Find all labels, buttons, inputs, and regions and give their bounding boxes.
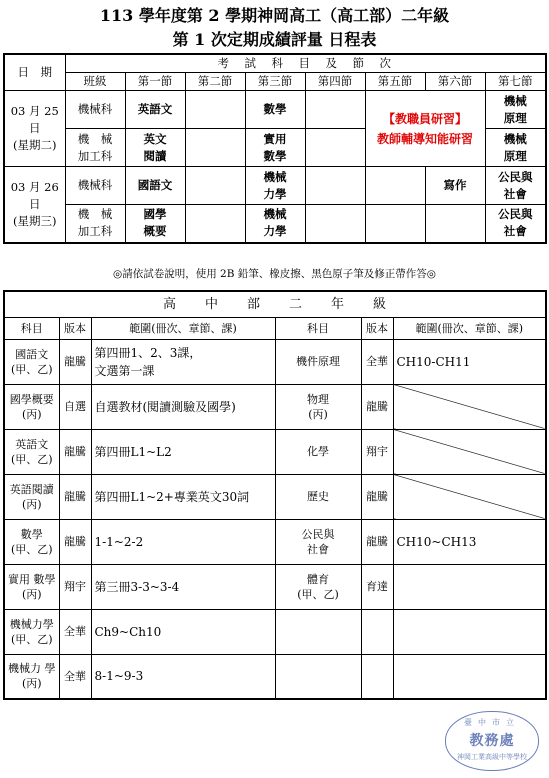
edition-cell: 龍騰 xyxy=(59,519,91,564)
day2-date: 03 月 26 日 xyxy=(10,179,59,211)
table-row xyxy=(4,339,546,384)
exam-range-table xyxy=(3,290,547,700)
subject-header: 科目 xyxy=(275,317,361,339)
scope-cell: CH10~CH13 xyxy=(393,519,546,564)
scope-cell: 自選教材(閱讀測驗及國學) xyxy=(91,384,275,429)
period-header: 第七節 xyxy=(485,73,546,91)
subject-cell: 實用 數學 (丙) xyxy=(4,564,59,609)
table-row xyxy=(4,519,546,564)
day2-weekday: (星期三) xyxy=(13,213,57,228)
exam-schedule-table xyxy=(3,53,547,244)
scope-cell xyxy=(393,429,546,474)
class-header: 班級 xyxy=(65,73,125,91)
period-header: 第六節 xyxy=(425,73,485,91)
subject-header: 科目 xyxy=(4,317,59,339)
edition-cell xyxy=(361,654,393,699)
edition-cell: 翔宇 xyxy=(59,564,91,609)
subject-cell xyxy=(275,609,361,654)
scope-cell xyxy=(393,609,546,654)
training-note-cell xyxy=(365,91,485,167)
edition-cell: 龍騰 xyxy=(361,474,393,519)
scope-cell: Ch9~Ch10 xyxy=(91,609,275,654)
page-subtitle: 第 1 次定期成績評量 日程表 xyxy=(172,30,377,49)
exam-subject: 國學 概要 xyxy=(125,205,185,243)
period-header: 第一節 xyxy=(125,73,185,91)
day2-date-cell xyxy=(4,167,65,243)
subject-cell: 英語文 (甲、乙) xyxy=(4,429,59,474)
subject-cell: 體育 (甲、乙) xyxy=(275,564,361,609)
table-row xyxy=(4,654,546,699)
table-row xyxy=(4,474,546,519)
period-header: 第三節 xyxy=(245,73,305,91)
section-header: 考 試 科 目 及 節 次 xyxy=(65,54,546,73)
exam-subject: 機械 原理 xyxy=(485,91,546,129)
staff-training-note: 【教職員研習】 xyxy=(382,111,467,126)
scope-cell: 1-1~2-2 xyxy=(91,519,275,564)
edition-cell: 龍騰 xyxy=(59,474,91,519)
subject-cell: 物理 (丙) xyxy=(275,384,361,429)
class-name: 機械科 xyxy=(65,167,125,205)
class-name: 機 械 加工科 xyxy=(65,129,125,167)
subject-cell xyxy=(275,654,361,699)
date-header: 日 期 xyxy=(4,54,65,91)
exam-subject: 英語文 xyxy=(125,91,185,129)
edition-cell: 龍騰 xyxy=(361,519,393,564)
edition-header: 版本 xyxy=(361,317,393,339)
period-header: 第二節 xyxy=(185,73,245,91)
scope-header: 範圍(冊次、章節、課) xyxy=(393,317,546,339)
seal-line2: 教務處 xyxy=(469,733,515,749)
exam-subject: 實用 數學 xyxy=(245,129,305,167)
period-header: 第五節 xyxy=(365,73,425,91)
subject-cell: 歷史 xyxy=(275,474,361,519)
exam-subject: 英文 閱讀 xyxy=(125,129,185,167)
scope-cell xyxy=(393,384,546,429)
edition-cell: 翔宇 xyxy=(361,429,393,474)
edition-cell: 育達 xyxy=(361,564,393,609)
scope-cell: 第四冊1、2、3課， 文選第一課 xyxy=(91,339,275,384)
scope-cell xyxy=(393,474,546,519)
academic-affairs-seal xyxy=(445,711,539,771)
table-row xyxy=(4,384,546,429)
scope-cell xyxy=(393,654,546,699)
exam-subject: 數學 xyxy=(245,91,305,129)
edition-header: 版本 xyxy=(59,317,91,339)
seal-line1: 臺中市立 xyxy=(464,718,520,727)
edition-cell: 全華 xyxy=(59,609,91,654)
subject-cell: 機械力學 (甲、乙) xyxy=(4,609,59,654)
exam-subject: 公民與 社會 xyxy=(485,205,546,243)
exam-instruction-note: ◎請依試卷說明，使用 2B 鉛筆、橡皮擦、黑色原子筆及修正帶作答◎ xyxy=(113,268,436,280)
scope-header: 範圍(冊次、章節、課) xyxy=(91,317,275,339)
subject-cell: 機械力 學 (丙) xyxy=(4,654,59,699)
edition-cell xyxy=(361,609,393,654)
subject-cell: 數學 (甲、乙) xyxy=(4,519,59,564)
subject-cell: 化學 xyxy=(275,429,361,474)
exam-subject: 公民與 社會 xyxy=(485,167,546,205)
class-name: 機械科 xyxy=(65,91,125,129)
scope-cell: 第三冊3-3~3-4 xyxy=(91,564,275,609)
scope-cell: 第四冊L1~2+專業英文30詞 xyxy=(91,474,275,519)
subject-cell: 機件原理 xyxy=(275,339,361,384)
subject-cell: 英語閱讀 (丙) xyxy=(4,474,59,519)
edition-cell: 自選 xyxy=(59,384,91,429)
scope-cell: 8-1~9-3 xyxy=(91,654,275,699)
exam-subject: 機械 原理 xyxy=(485,129,546,167)
exam-subject: 國語文 xyxy=(125,167,185,205)
exam-subject: 機械 力學 xyxy=(245,205,305,243)
day1-date-cell xyxy=(4,91,65,167)
subject-cell: 公民與 社會 xyxy=(275,519,361,564)
day1-weekday: (星期二) xyxy=(13,138,57,152)
period-header: 第四節 xyxy=(305,73,365,91)
edition-cell: 全華 xyxy=(59,654,91,699)
scope-cell xyxy=(393,564,546,609)
subject-cell: 國語文 (甲、乙) xyxy=(4,339,59,384)
edition-cell: 龍騰 xyxy=(59,339,91,384)
range-title: 高 中 部 二 年 級 xyxy=(4,291,546,317)
exam-subject: 機械 力學 xyxy=(245,167,305,205)
exam-subject: 寫作 xyxy=(425,167,485,205)
edition-cell: 龍騰 xyxy=(361,384,393,429)
page-title: 113 學年度第 2 學期神岡高工（高工部）二年級 xyxy=(99,6,450,25)
table-row xyxy=(4,429,546,474)
scope-cell: CH10-CH11 xyxy=(393,339,546,384)
edition-cell: 龍騰 xyxy=(59,429,91,474)
subject-cell: 國學概要 (丙) xyxy=(4,384,59,429)
table-row xyxy=(4,609,546,654)
day1-date: 03 月 25 日 xyxy=(10,104,59,135)
seal-line3: 神岡工業高級中等學校 xyxy=(457,753,527,761)
class-name: 機 械 加工科 xyxy=(65,205,125,243)
scope-cell: 第四冊L1~L2 xyxy=(91,429,275,474)
table-row xyxy=(4,564,546,609)
edition-cell: 全華 xyxy=(361,339,393,384)
teacher-training-note: 教師輔導知能研習 xyxy=(376,131,473,146)
